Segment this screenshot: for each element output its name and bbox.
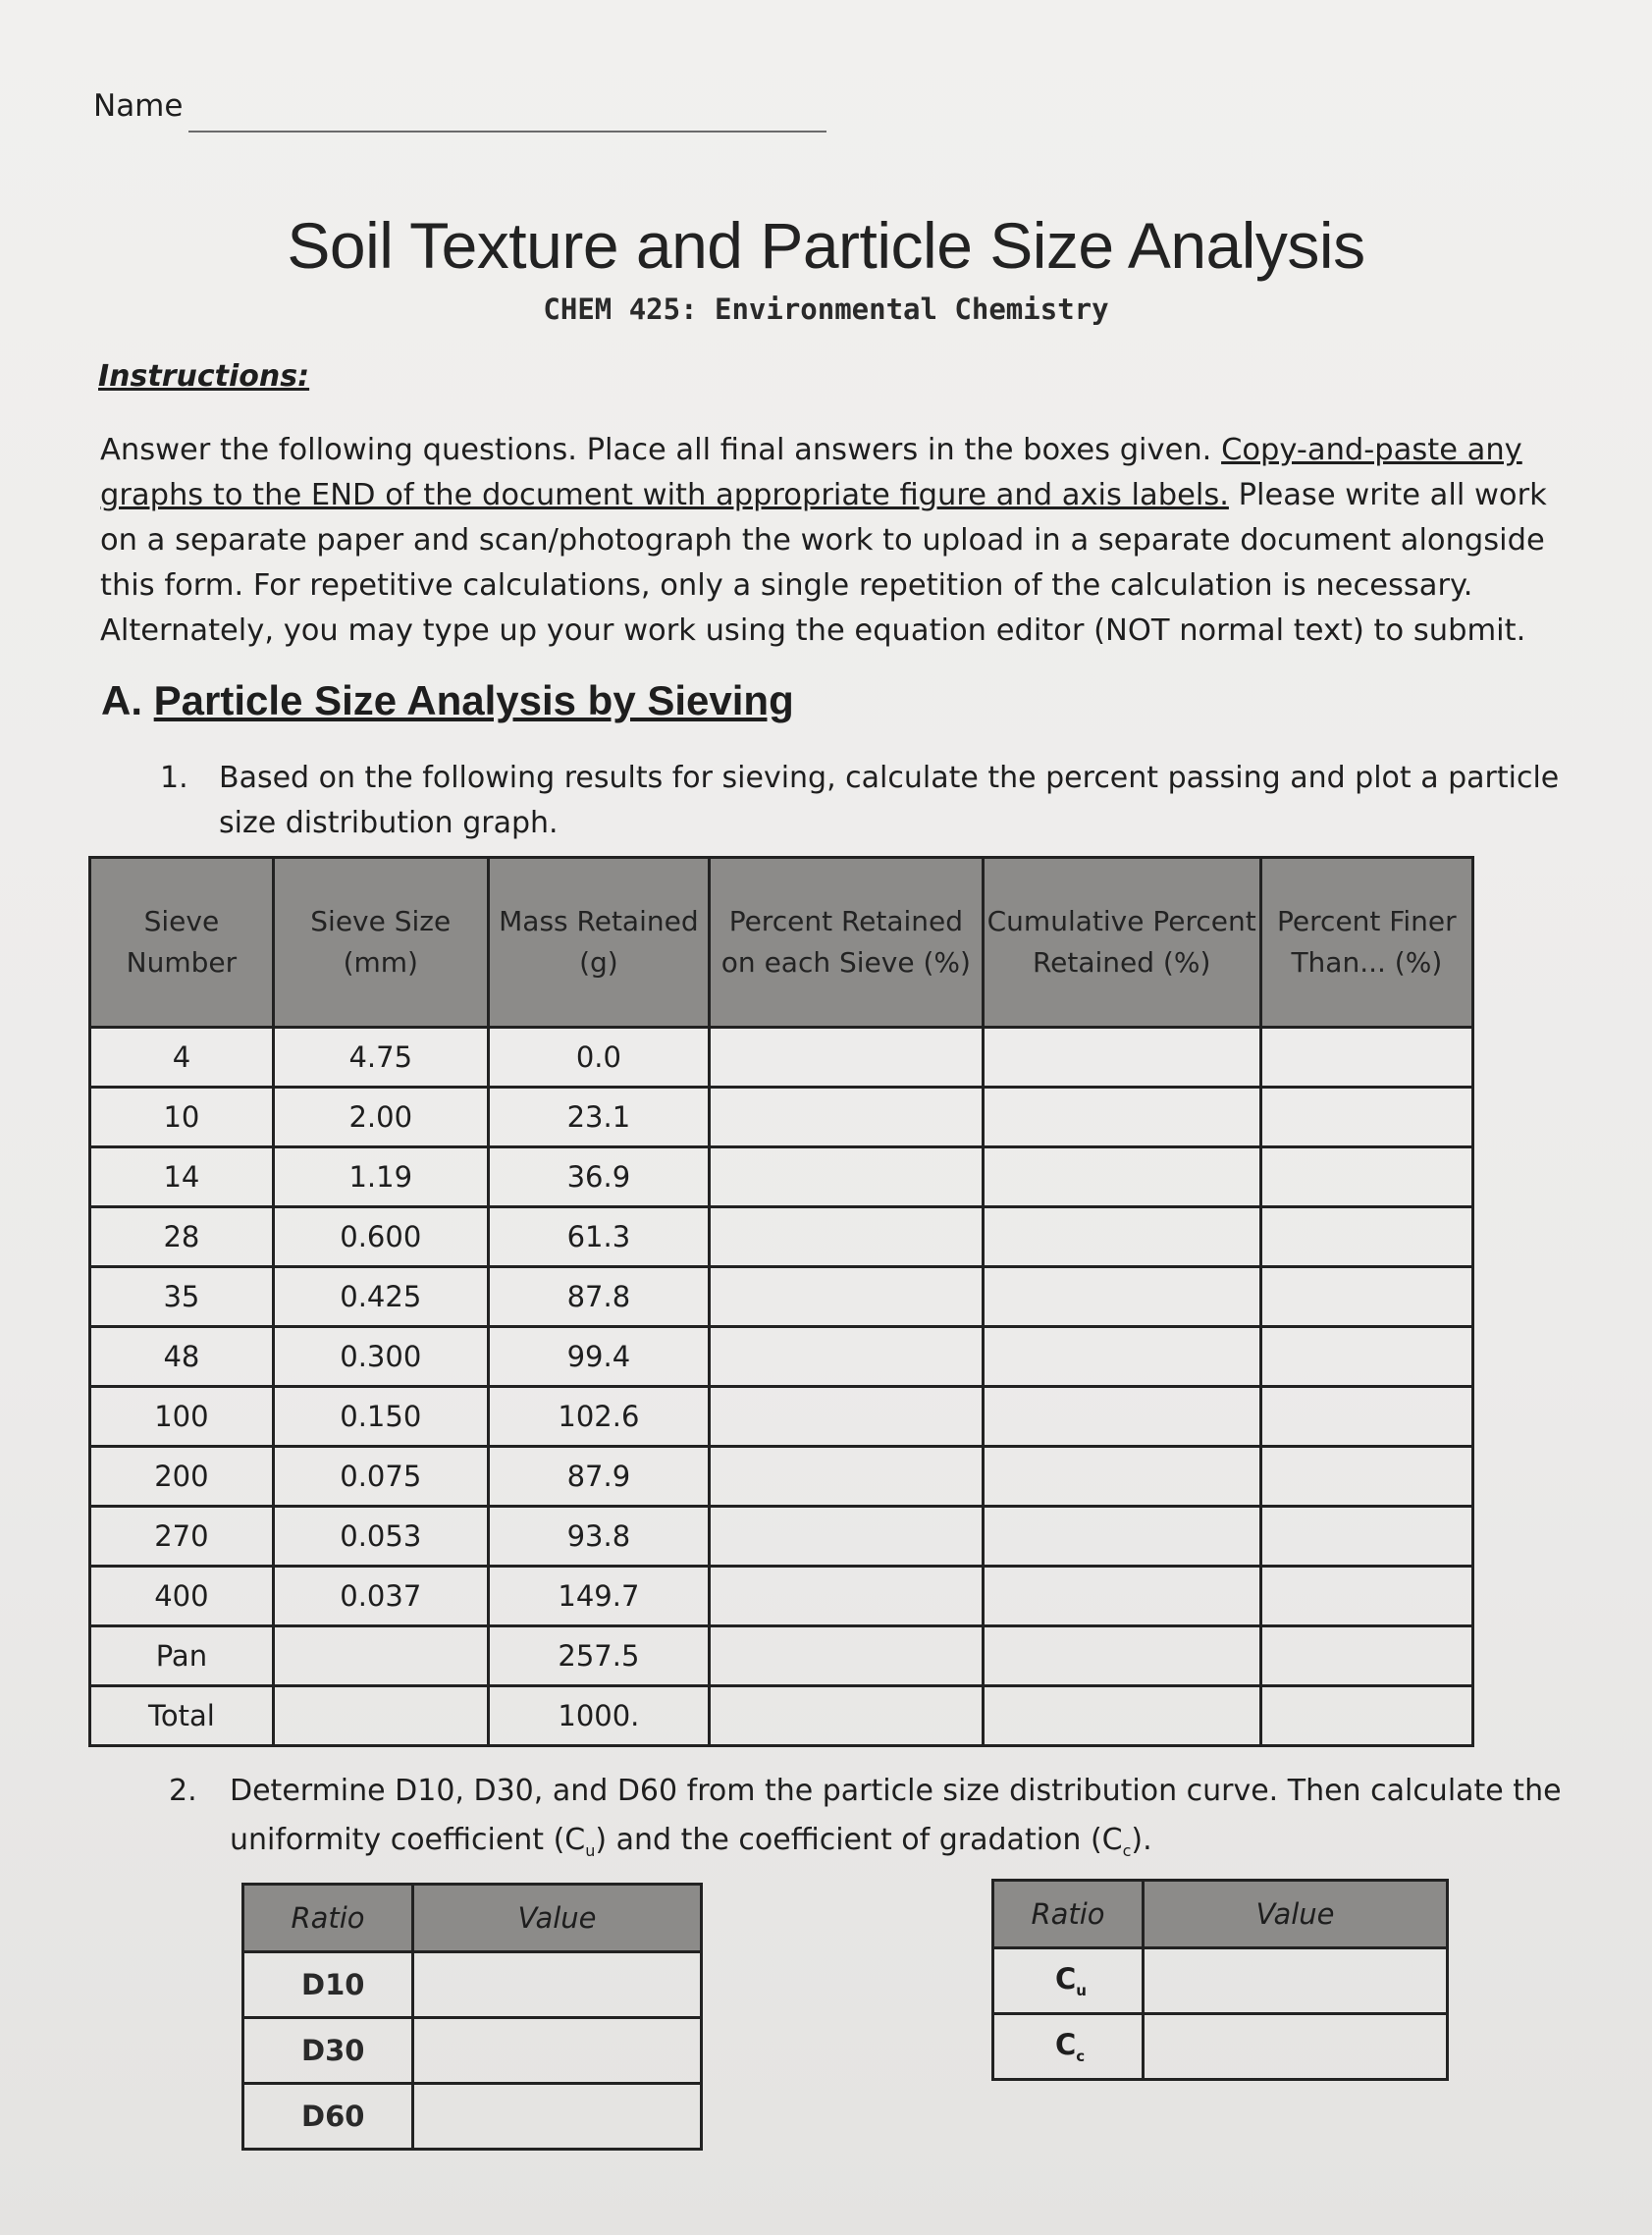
header-value: Value xyxy=(1144,1881,1448,1948)
percent-retained-input[interactable] xyxy=(710,1626,984,1686)
cumulative-retained-input[interactable] xyxy=(983,1028,1260,1088)
question-2-text xyxy=(230,1767,1582,1876)
sieve-number-cell: 200 xyxy=(90,1447,274,1507)
table-row xyxy=(243,1952,702,2018)
sieve-size-cell: 1.19 xyxy=(273,1147,488,1207)
sieve-size-cell: 2.00 xyxy=(273,1088,488,1147)
question-1 xyxy=(160,756,1573,846)
question-2-sub-c: c xyxy=(1122,1841,1132,1860)
header-percent-retained: Percent Retained on each Sieve (%) xyxy=(710,858,984,1028)
header-sieve-size: Sieve Size (mm) xyxy=(273,858,488,1028)
percent-retained-input[interactable] xyxy=(710,1567,984,1626)
question-2-text-a: Determine D10, D30, and D60 from the particle size distribution curve. Then calculate the uniformity coefficient (C xyxy=(230,1774,1562,1857)
percent-finer-input[interactable] xyxy=(1260,1686,1472,1746)
percent-finer-input[interactable] xyxy=(1260,1147,1472,1207)
question-2-sub-u: u xyxy=(585,1841,596,1860)
ratio-label-d60: D60 xyxy=(243,2084,413,2150)
mass-retained-cell: 99.4 xyxy=(488,1327,709,1387)
mass-retained-cell: 87.9 xyxy=(488,1447,709,1507)
sieve-size-cell: 0.037 xyxy=(273,1567,488,1626)
percent-retained-input[interactable] xyxy=(710,1507,984,1567)
sieve-number-cell: Total xyxy=(90,1686,274,1746)
mass-retained-cell: 87.8 xyxy=(488,1267,709,1327)
question-1-number: 1. xyxy=(160,761,188,795)
header-cumulative-retained: Cumulative Percent Retained (%) xyxy=(983,858,1260,1028)
percent-retained-input[interactable] xyxy=(710,1028,984,1088)
sieve-number-cell: 270 xyxy=(90,1507,274,1567)
table-row xyxy=(243,2084,702,2150)
instructions-underlined-text: Copy-and-paste any graphs to the END of the document with appropriate figure and axis labels. xyxy=(100,433,1522,512)
sieve-size-cell: 0.600 xyxy=(273,1207,488,1267)
table-row xyxy=(90,1626,1473,1686)
cu-value-input[interactable] xyxy=(1144,1948,1448,2014)
instructions-text-part1: Answer the following questions. Place all final answers in the boxes given. xyxy=(100,433,1222,467)
table-row xyxy=(243,2018,702,2084)
page-title: Soil Texture and Particle Size Analysis xyxy=(287,209,1365,282)
d10-value-input[interactable] xyxy=(413,1952,702,2018)
cumulative-retained-input[interactable] xyxy=(983,1626,1260,1686)
percent-retained-input[interactable] xyxy=(710,1447,984,1507)
section-a-heading xyxy=(101,677,794,724)
percent-finer-input[interactable] xyxy=(1260,1507,1472,1567)
sieve-number-cell: Pan xyxy=(90,1626,274,1686)
sieve-size-cell xyxy=(273,1626,488,1686)
cumulative-retained-input[interactable] xyxy=(983,1567,1260,1626)
sieve-number-cell: 28 xyxy=(90,1207,274,1267)
percent-retained-input[interactable] xyxy=(710,1267,984,1327)
sieve-number-cell: 100 xyxy=(90,1387,274,1447)
d-values-header-row xyxy=(243,1885,702,1952)
table-row xyxy=(90,1387,1473,1447)
instructions-text-part2: Please write all work on a separate paper and scan/photograph the work to upload in a separate document alongside this form. For repetitive calculations, only a single repetition of the calculation is necessary. Alternately, you may type up your work using the equation editor (NOT normal text) to submit. xyxy=(100,478,1547,648)
percent-retained-input[interactable] xyxy=(710,1088,984,1147)
percent-retained-input[interactable] xyxy=(710,1207,984,1267)
mass-retained-cell: 93.8 xyxy=(488,1507,709,1567)
header-ratio: Ratio xyxy=(243,1885,413,1952)
table-row xyxy=(90,1327,1473,1387)
percent-finer-input[interactable] xyxy=(1260,1387,1472,1447)
d60-value-input[interactable] xyxy=(413,2084,702,2150)
sieve-number-cell: 10 xyxy=(90,1088,274,1147)
table-row xyxy=(90,1267,1473,1327)
table-row-total xyxy=(90,1686,1473,1746)
percent-finer-input[interactable] xyxy=(1260,1626,1472,1686)
question-1-text: Based on the following results for sieving, calculate the percent passing and plot a particle size distribution graph. xyxy=(219,761,1560,840)
section-a-title: Particle Size Analysis by Sieving xyxy=(153,677,794,723)
mass-retained-cell: 23.1 xyxy=(488,1088,709,1147)
question-2 xyxy=(169,1767,1582,1876)
table-row xyxy=(90,1028,1473,1088)
cumulative-retained-input[interactable] xyxy=(983,1267,1260,1327)
sieve-number-cell: 14 xyxy=(90,1147,274,1207)
cu-base: C xyxy=(1055,1962,1077,1996)
sieve-size-cell: 0.075 xyxy=(273,1447,488,1507)
sieve-number-cell: 4 xyxy=(90,1028,274,1088)
percent-retained-input[interactable] xyxy=(710,1327,984,1387)
mass-retained-cell: 257.5 xyxy=(488,1626,709,1686)
header-ratio: Ratio xyxy=(993,1881,1144,1948)
cc-sub: c xyxy=(1076,2047,1086,2065)
percent-retained-input[interactable] xyxy=(710,1387,984,1447)
percent-finer-input[interactable] xyxy=(1260,1267,1472,1327)
cumulative-retained-input[interactable] xyxy=(983,1686,1260,1746)
mass-retained-cell: 36.9 xyxy=(488,1147,709,1207)
cumulative-retained-input[interactable] xyxy=(983,1207,1260,1267)
cumulative-retained-input[interactable] xyxy=(983,1447,1260,1507)
table-row xyxy=(90,1088,1473,1147)
sieve-size-cell: 0.300 xyxy=(273,1327,488,1387)
percent-finer-input[interactable] xyxy=(1260,1207,1472,1267)
ratio-label-d30: D30 xyxy=(243,2018,413,2084)
sieve-size-cell xyxy=(273,1686,488,1746)
instructions-heading: Instructions: xyxy=(98,359,310,394)
question-2-text-c: ). xyxy=(1131,1823,1152,1857)
mass-retained-cell: 1000. xyxy=(488,1686,709,1746)
coefficients-header-row xyxy=(993,1881,1448,1948)
percent-finer-input[interactable] xyxy=(1260,1447,1472,1507)
mass-retained-cell: 61.3 xyxy=(488,1207,709,1267)
name-label: Name xyxy=(93,88,184,124)
table-row xyxy=(90,1447,1473,1507)
header-sieve-number: Sieve Number xyxy=(90,858,274,1028)
mass-retained-cell: 102.6 xyxy=(488,1387,709,1447)
table-row xyxy=(993,2014,1448,2080)
sieve-size-cell: 0.150 xyxy=(273,1387,488,1447)
cumulative-retained-input[interactable] xyxy=(983,1327,1260,1387)
name-field-line[interactable] xyxy=(188,131,826,133)
section-a-prefix: A. xyxy=(101,677,154,723)
mass-retained-cell: 0.0 xyxy=(488,1028,709,1088)
header-percent-finer: Percent Finer Than... (%) xyxy=(1260,858,1472,1028)
table-row xyxy=(90,1507,1473,1567)
table-row xyxy=(90,1207,1473,1267)
sieve-table-header-row xyxy=(90,858,1473,1028)
percent-finer-input[interactable] xyxy=(1260,1028,1472,1088)
cumulative-retained-input[interactable] xyxy=(983,1507,1260,1567)
percent-retained-input[interactable] xyxy=(710,1147,984,1207)
sieve-number-cell: 400 xyxy=(90,1567,274,1626)
course-subtitle: CHEM 425: Environmental Chemistry xyxy=(543,293,1109,326)
d-values-table xyxy=(241,1883,703,2151)
sieve-number-cell: 35 xyxy=(90,1267,274,1327)
sieve-size-cell: 0.425 xyxy=(273,1267,488,1327)
question-2-number: 2. xyxy=(169,1774,197,1808)
mass-retained-cell: 149.7 xyxy=(488,1567,709,1626)
sieve-number-cell: 48 xyxy=(90,1327,274,1387)
header-mass-retained: Mass Retained (g) xyxy=(488,858,709,1028)
sieve-size-cell: 0.053 xyxy=(273,1507,488,1567)
d30-value-input[interactable] xyxy=(413,2018,702,2084)
instructions-text xyxy=(100,428,1572,654)
ratio-label-cu xyxy=(993,1948,1144,2014)
percent-finer-input[interactable] xyxy=(1260,1088,1472,1147)
cc-value-input[interactable] xyxy=(1144,2014,1448,2080)
table-row xyxy=(90,1147,1473,1207)
percent-finer-input[interactable] xyxy=(1260,1327,1472,1387)
cumulative-retained-input[interactable] xyxy=(983,1147,1260,1207)
table-row xyxy=(993,1948,1448,2014)
cc-base: C xyxy=(1055,2028,1077,2062)
cu-sub: u xyxy=(1076,1981,1087,1999)
percent-finer-input[interactable] xyxy=(1260,1567,1472,1626)
cumulative-retained-input[interactable] xyxy=(983,1088,1260,1147)
header-value: Value xyxy=(413,1885,702,1952)
question-2-text-b: ) and the coefficient of gradation (C xyxy=(595,1823,1123,1857)
coefficients-table xyxy=(991,1879,1449,2081)
sieve-results-table xyxy=(88,856,1474,1747)
sieve-size-cell: 4.75 xyxy=(273,1028,488,1088)
ratio-label-d10: D10 xyxy=(243,1952,413,2018)
table-row xyxy=(90,1567,1473,1626)
percent-retained-input[interactable] xyxy=(710,1686,984,1746)
cumulative-retained-input[interactable] xyxy=(983,1387,1260,1447)
ratio-label-cc xyxy=(993,2014,1144,2080)
